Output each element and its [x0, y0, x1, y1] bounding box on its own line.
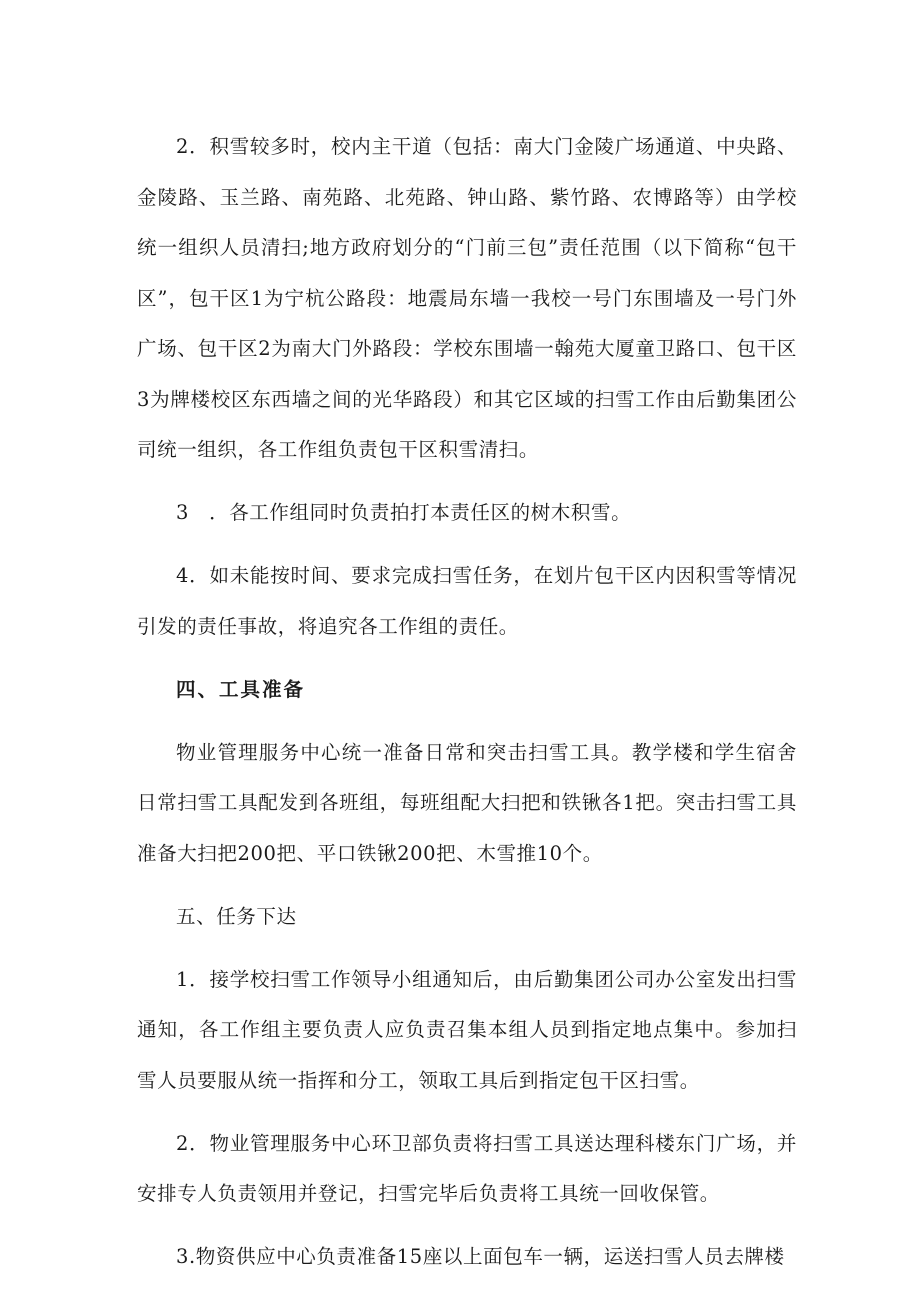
section-heading-tools: 四、工具准备: [176, 677, 306, 701]
paragraph-tools-preparation: 物业管理服务中心统一准备日常和突击扫雪工具。教学楼和学生宿舍日常扫雪工具配发到各班组，每班组配大扫把和铁锹各1把。突击扫雪工具准备大扫把200把、平口铁锹200把、木雪推10个。: [137, 740, 797, 865]
paragraph-task3-vehicle: 3.物资供应中心负责准备15座以上面包车一辆，运送扫雪人员去牌楼: [176, 1245, 785, 1268]
paragraph-item4-responsibility: 4．如未能按时间、要求完成扫雪任务，在划片包干区内因积雪等情况引发的责任事故，将追究各工作组的责任。: [137, 564, 797, 638]
paragraph-task1-notification: 1．接学校扫雪工作领导小组通知后，由后勤集团公司办公室发出扫雪通知，各工作组主要负责人应负责召集本组人员到指定地点集中。参加扫雪人员要服从统一指挥和分工，领取工具后到指定包干区扫雪。: [137, 967, 797, 1092]
paragraph-task2-tool-delivery: 2．物业管理服务中心环卫部负责将扫雪工具送达理科楼东门广场，并安排专人负责领用并登记，扫雪完毕后负责将工具统一回收保管。: [137, 1131, 797, 1205]
section-heading-tasks: 五、任务下达: [176, 904, 297, 928]
paragraph-item2-main-roads: 2．积雪较多时，校内主干道（包括：南大门金陵广场通道、中央路、金陵路、玉兰路、南苑路、北苑路、钟山路、紫竹路、农博路等）由学校统一组织人员清扫;地方政府划分的“门前三包”责任范围（以下简称“包干区”，包干区1为宁杭公路段：地震局东墙一我校一号门东围墙及一号门外广场、包干区2为南大门外路段：学校东围墙一翰苑大厦童卫路口、包干区3为牌楼校区东西墙之间的光华路段）和其它区域的扫雪工作由后勤集团公司统一组织，各工作组负责包干区积雪清扫。: [137, 135, 797, 461]
paragraph-item3-tree-snow: 3 ．各工作组同时负责拍打本责任区的树木积雪。: [176, 501, 632, 524]
document-body: [137, 122, 797, 1295]
